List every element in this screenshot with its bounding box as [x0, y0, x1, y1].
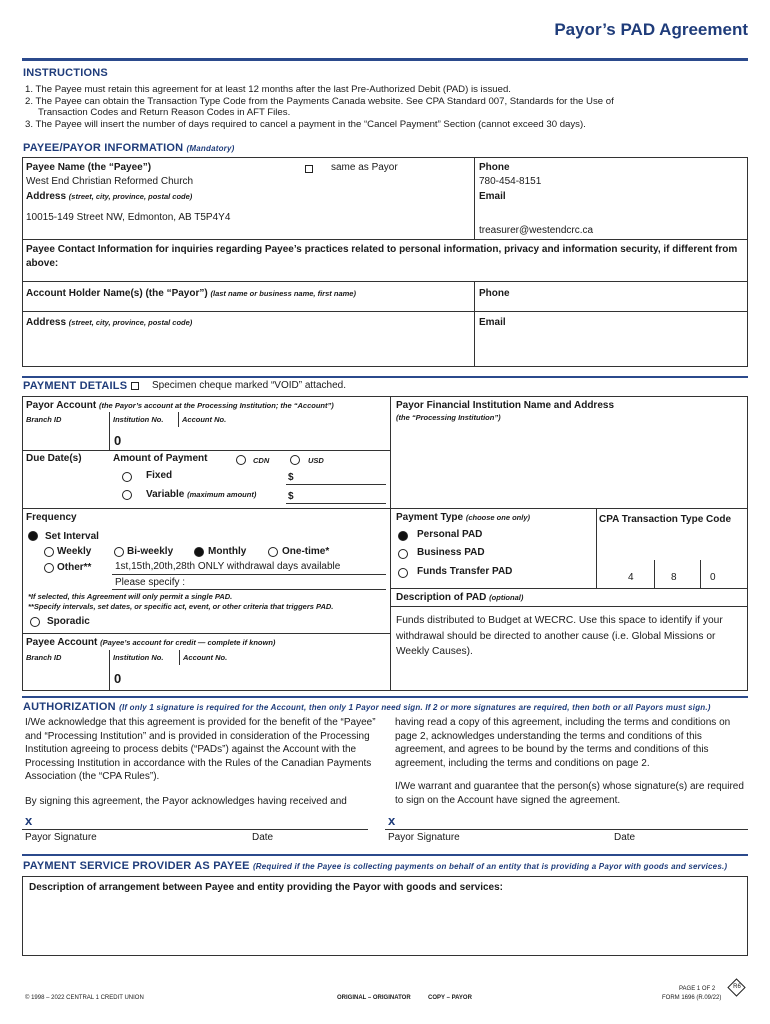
- personal-pad-radio[interactable]: [398, 531, 408, 541]
- payor-sign-x-1: x: [25, 813, 33, 828]
- footer-page: PAGE 1 OF 2: [679, 986, 716, 992]
- monthly-label: Monthly: [208, 546, 247, 557]
- authorization-heading: AUTHORIZATION (If only 1 signature is required for the Account, then only 1 Payor need sign. If 2 or more signatures are required, then both or all Payors must sign.): [23, 701, 711, 713]
- email-value[interactable]: treasurer@westendcrc.ca: [479, 225, 594, 236]
- revision-badge-label: R6: [733, 984, 741, 990]
- payor-signature-line-1[interactable]: [22, 829, 368, 830]
- psp-description-label: Description of arrangement between Payee and entity providing the Payor with goods and services:: [29, 882, 503, 893]
- date-label-2: Date: [614, 832, 636, 843]
- authorization-left-p1: I/We acknowledge that this agreement is provided for the benefit of the “Payee” and “Processing Institution” and is provided in consideration of the Processing Institution agreeing to process debits (“PADs”) against the Account with the Processing Institution in accordance with the Rules of the Canadian Payments Association (the “CPA Rules”).: [25, 717, 376, 783]
- email-label: Email: [479, 191, 506, 202]
- institution-no2-value[interactable]: 0: [114, 671, 122, 686]
- frequency-label: Frequency: [26, 512, 77, 523]
- fixed-dollar: $: [288, 472, 294, 483]
- authorization-right-p2: I/We warrant and guarantee that the person(s) whose signature(s) are required to sign on the Account have signed the agreement.: [395, 781, 744, 806]
- cdn-radio[interactable]: [236, 455, 246, 465]
- set-interval-radio[interactable]: [28, 531, 38, 541]
- account-holder-label: Account Holder Name(s) (the “Payor”) (last name or business name, first name): [26, 288, 356, 299]
- cpa-code-label: CPA Transaction Type Code: [599, 514, 732, 525]
- instructions-heading: INSTRUCTIONS: [23, 67, 108, 79]
- payee-contact-info: Payee Contact Information for inquiries regarding Payee’s practices related to personal information, privacy and information security, if different from above:: [26, 244, 738, 269]
- please-specify-label: Please specify :: [115, 577, 186, 588]
- instruction-2: 2. The Payee can obtain the Transaction Type Code from the Payments Canada website. See CPA Standard 007, Standards for the Use of: [25, 96, 614, 107]
- account-no2-label: Account No.: [183, 653, 228, 662]
- institution-no2-label: Institution No.: [113, 653, 164, 662]
- sporadic-radio[interactable]: [30, 617, 40, 627]
- business-pad-radio[interactable]: [398, 549, 408, 559]
- institution-no-label: Institution No.: [113, 415, 164, 424]
- usd-label: USD: [308, 456, 324, 465]
- biweekly-label: Bi-weekly: [127, 546, 174, 557]
- phone-label: Phone: [479, 162, 510, 173]
- footer-original: ORIGINAL – ORIGINATOR: [337, 995, 411, 1001]
- fixed-label: Fixed: [146, 470, 173, 481]
- amount-label: Amount of Payment: [113, 453, 208, 464]
- usd-radio[interactable]: [290, 455, 300, 465]
- psp-heading: PAYMENT SERVICE PROVIDER AS PAYEE (Required if the Payee is collecting payments on behalf of an entity that is providing a Payor with goods and services.): [23, 860, 728, 872]
- payor-signature-label-1: Payor Signature: [25, 832, 97, 843]
- cpa-code-digit-2[interactable]: 8: [671, 572, 677, 583]
- variable-dollar: $: [288, 491, 294, 502]
- payor-account-label: Payor Account (the Payor’s account at the Processing Institution; the “Account”): [26, 400, 334, 411]
- cdn-label: CDN: [253, 456, 270, 465]
- footer-form: FORM 1696 (R.09/22): [662, 995, 722, 1001]
- funds-transfer-radio[interactable]: [398, 568, 408, 578]
- biweekly-radio[interactable]: [114, 547, 124, 557]
- phone-value[interactable]: 780-454-8151: [479, 176, 542, 187]
- instruction-1: 1. The Payee must retain this agreement for at least 12 months after the last Pre-Authorized Debit (PAD) is issued.: [25, 84, 511, 95]
- other-radio[interactable]: [44, 563, 54, 573]
- note-specify: **Specify intervals, set dates, or specific act, event, or other criteria that triggers PAD.: [28, 602, 334, 611]
- fi-label: Payor Financial Institution Name and Address: [396, 400, 615, 411]
- title-rule: [22, 58, 748, 61]
- fixed-radio[interactable]: [122, 472, 132, 482]
- cpa-code-digit-1[interactable]: 4: [628, 572, 634, 583]
- payor-sign-x-2: x: [388, 813, 396, 828]
- branch-id-label: Branch ID: [26, 415, 62, 424]
- footer-copyright: © 1998 – 2022 CENTRAL 1 CREDIT UNION: [25, 995, 144, 1001]
- email2-label: Email: [479, 317, 506, 328]
- void-cheque-checkbox[interactable]: [131, 382, 139, 390]
- address-value[interactable]: 10015-149 Street NW, Edmonton, AB T5P4Y4: [26, 212, 231, 223]
- cpa-code-digit-3[interactable]: 0: [710, 572, 716, 583]
- personal-pad-label: Personal PAD: [417, 529, 483, 540]
- same-as-payor-label: same as Payor: [331, 162, 398, 173]
- phone2-label: Phone: [479, 288, 510, 299]
- fi-hint: (the “Processing Institution”): [396, 413, 501, 422]
- void-cheque-label: Specimen cheque marked “VOID” attached.: [152, 380, 346, 391]
- instruction-2b: Transaction Codes and Return Reason Codes in AFT Files.: [38, 107, 291, 118]
- description-label: Description of PAD (optional): [396, 592, 524, 603]
- note-single-pad: *If selected, this Agreement will only permit a single PAD.: [28, 592, 233, 601]
- same-as-payor-checkbox[interactable]: [305, 165, 313, 173]
- weekly-label: Weekly: [57, 546, 92, 557]
- funds-transfer-label: Funds Transfer PAD: [417, 566, 513, 577]
- monthly-radio[interactable]: [194, 547, 204, 557]
- address-label: Address (street, city, province, postal code): [26, 191, 193, 202]
- set-interval-label: Set Interval: [45, 531, 99, 542]
- date-label-1: Date: [252, 832, 274, 843]
- authorization-left-p2: By signing this agreement, the Payor acknowledges having received and: [25, 796, 347, 807]
- payor-signature-label-2: Payor Signature: [388, 832, 460, 843]
- account-no-label: Account No.: [182, 415, 227, 424]
- authorization-right-p1: having read a copy of this agreement, including the terms and conditions on page 2, acknowledges understanding the terms and conditions of this agreement, and agrees to be bound by the terms and conditions of this agreement, including the terms and conditions on page 2.: [395, 717, 731, 769]
- other-label: Other**: [57, 562, 92, 573]
- other-value[interactable]: 1st,15th,20th,28th ONLY withdrawal days available: [115, 561, 341, 572]
- onetime-label: One-time*: [282, 546, 330, 557]
- business-pad-label: Business PAD: [417, 547, 485, 558]
- weekly-radio[interactable]: [44, 547, 54, 557]
- variable-radio[interactable]: [122, 490, 132, 500]
- footer-copy: COPY – PAYOR: [428, 995, 472, 1001]
- institution-no-value[interactable]: 0: [114, 433, 122, 448]
- sporadic-label: Sporadic: [47, 616, 90, 627]
- address2-label: Address (street, city, province, postal code): [26, 317, 193, 328]
- payee-name-value[interactable]: West End Christian Reformed Church: [26, 176, 194, 187]
- due-dates-label: Due Date(s): [26, 453, 82, 464]
- payment-details-heading: PAYMENT DETAILS: [23, 380, 128, 392]
- variable-label: Variable (maximum amount): [146, 489, 257, 500]
- payment-type-label: Payment Type (choose one only): [396, 512, 531, 523]
- payee-account-label: Payee Account (Payee’s account for credit — complete if known): [26, 637, 276, 648]
- description-value[interactable]: Funds distributed to Budget at WECRC. Use this space to identify if your withdrawal should be directed to another cause (i.e. Global Missions or Weekly Causes).: [396, 615, 723, 657]
- instruction-3: 3. The Payee will insert the number of days required to cancel a payment in the “Cancel Payment” Section (cannot exceed 30 days).: [25, 119, 586, 130]
- payor-signature-line-2[interactable]: [385, 829, 748, 830]
- page-title: Payor’s PAD Agreement: [554, 20, 748, 39]
- branch-id2-label: Branch ID: [26, 653, 62, 662]
- onetime-radio[interactable]: [268, 547, 278, 557]
- payee-payor-heading: PAYEE/PAYOR INFORMATION (Mandatory): [23, 142, 235, 154]
- payee-name-label: Payee Name (the “Payee”): [26, 162, 152, 173]
